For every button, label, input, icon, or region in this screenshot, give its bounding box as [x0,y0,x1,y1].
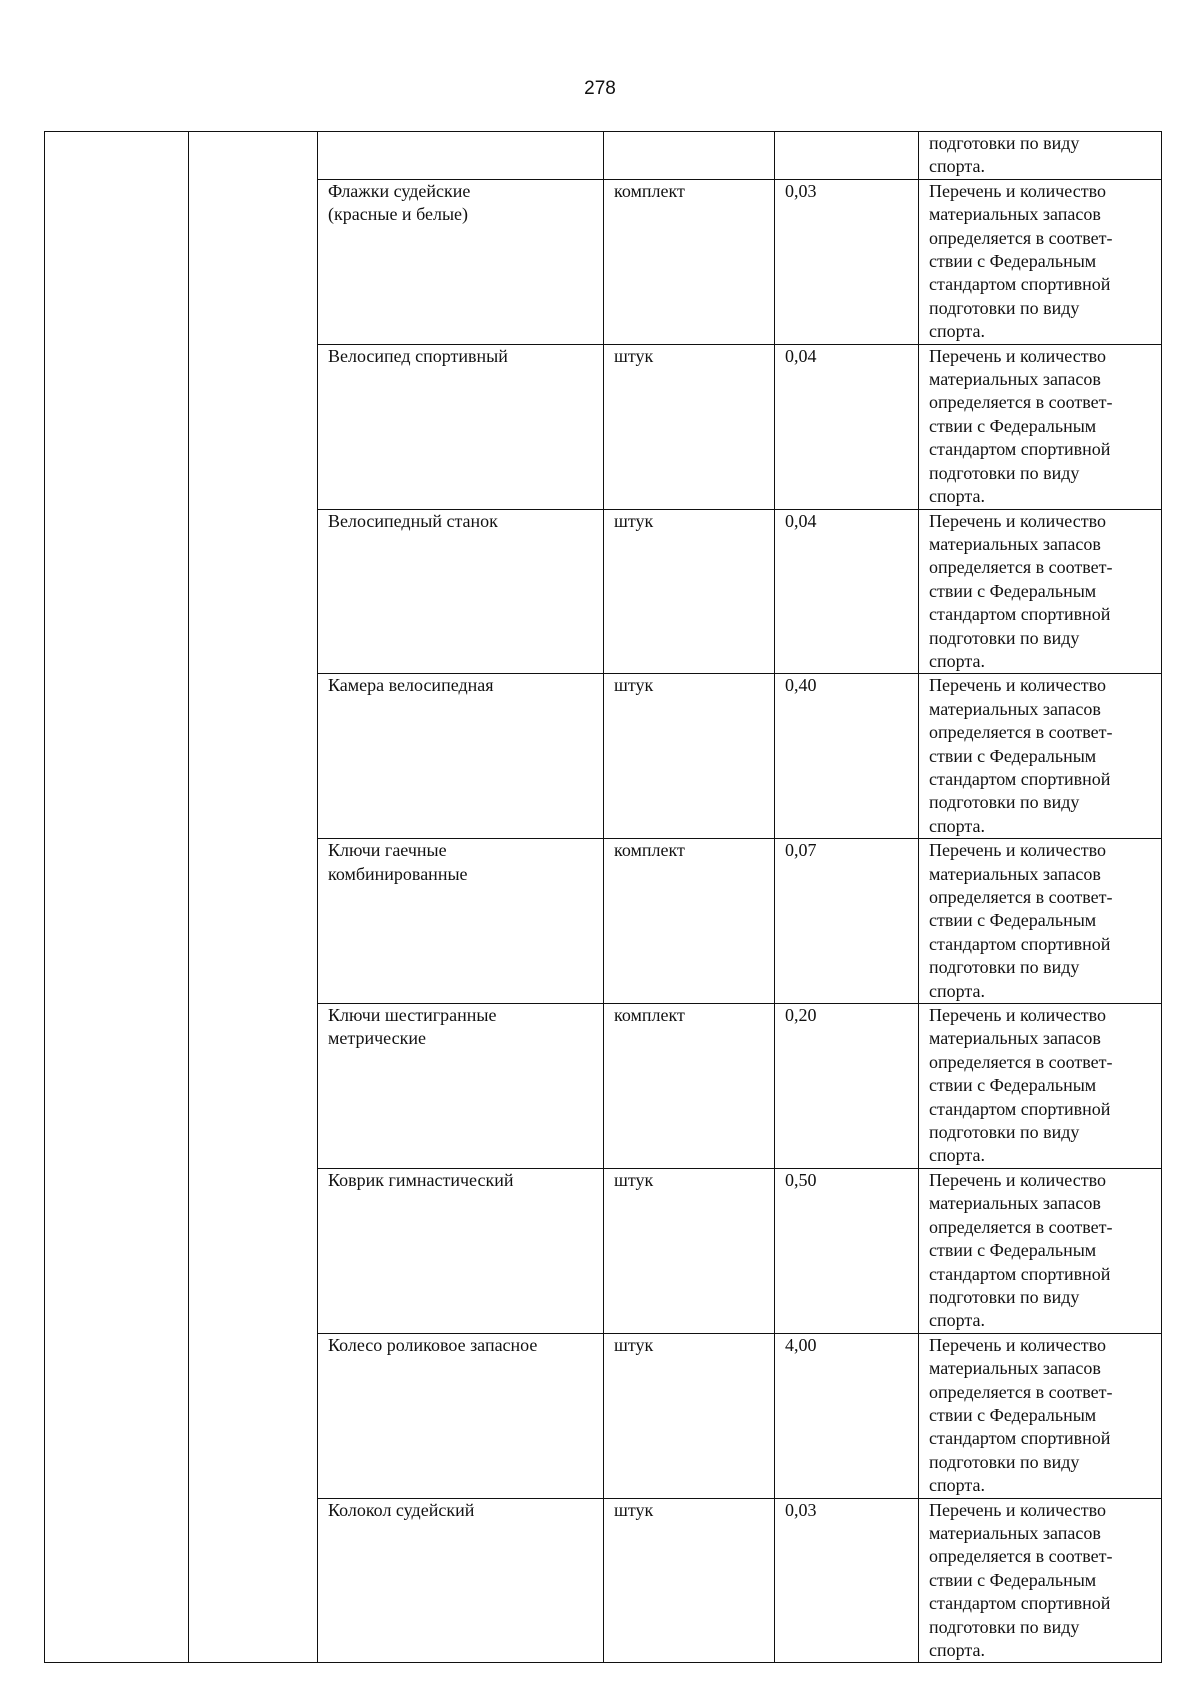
item-name-cell: Флажки судейские (красные и белые) [318,179,604,344]
quantity-cell [775,132,919,180]
unit-cell [604,132,775,180]
note-cell: Перечень и количество материальных запасов определяется в соответ- ствии с Федеральным стандартом спортивной подготовки по виду спорта. [919,344,1162,509]
item-name-cell: Колокол судейский [318,1498,604,1663]
item-name-cell: Коврик гимнастический [318,1168,604,1333]
item-name-cell: Велосипед спортивный [318,344,604,509]
note-cell: Перечень и количество материальных запасов определяется в соответ- ствии с Федеральным стандартом спортивной подготовки по виду спорта. [919,509,1162,674]
quantity-cell: 0,03 [775,1498,919,1663]
unit-cell: штук [604,674,775,839]
quantity-cell: 0,03 [775,179,919,344]
table-row [45,132,1162,180]
unit-cell: штук [604,1333,775,1498]
item-name-cell: Камера велосипедная [318,674,604,839]
quantity-cell: 0,50 [775,1168,919,1333]
item-name-cell: Колесо роликовое запасное [318,1333,604,1498]
note-cell: подготовки по виду спорта. [919,132,1162,180]
note-cell: Перечень и количество материальных запасов определяется в соответ- ствии с Федеральным стандартом спортивной подготовки по виду спорта. [919,1168,1162,1333]
page-number: 278 [584,78,616,99]
quantity-cell: 0,40 [775,674,919,839]
note-cell: Перечень и количество материальных запасов определяется в соответ- ствии с Федеральным стандартом спортивной подготовки по виду спорта. [919,179,1162,344]
quantity-cell: 0,20 [775,1004,919,1169]
unit-cell: комплект [604,1004,775,1169]
merged-cell-col1 [45,132,189,1663]
unit-cell: комплект [604,179,775,344]
note-cell: Перечень и количество материальных запасов определяется в соответ- ствии с Федеральным стандартом спортивной подготовки по виду спорта. [919,839,1162,1004]
item-name-cell [318,132,604,180]
item-name-cell: Ключи шестигранные метрические [318,1004,604,1169]
note-cell: Перечень и количество материальных запасов определяется в соответ- ствии с Федеральным стандартом спортивной подготовки по виду спорта. [919,1333,1162,1498]
note-cell: Перечень и количество материальных запасов определяется в соответ- ствии с Федеральным стандартом спортивной подготовки по виду спорта. [919,1004,1162,1169]
unit-cell: штук [604,344,775,509]
unit-cell: штук [604,1498,775,1663]
unit-cell: комплект [604,839,775,1004]
unit-cell: штук [604,509,775,674]
unit-cell: штук [604,1168,775,1333]
item-name-cell: Ключи гаечные комбинированные [318,839,604,1004]
note-cell: Перечень и количество материальных запасов определяется в соответ- ствии с Федеральным стандартом спортивной подготовки по виду спорта. [919,674,1162,839]
merged-cell-col2 [189,132,318,1663]
quantity-cell: 0,04 [775,344,919,509]
materials-table [44,131,1162,1663]
quantity-cell: 0,04 [775,509,919,674]
item-name-cell: Велосипедный станок [318,509,604,674]
note-cell: Перечень и количество материальных запасов определяется в соответ- ствии с Федеральным стандартом спортивной подготовки по виду спорта. [919,1498,1162,1663]
quantity-cell: 4,00 [775,1333,919,1498]
quantity-cell: 0,07 [775,839,919,1004]
